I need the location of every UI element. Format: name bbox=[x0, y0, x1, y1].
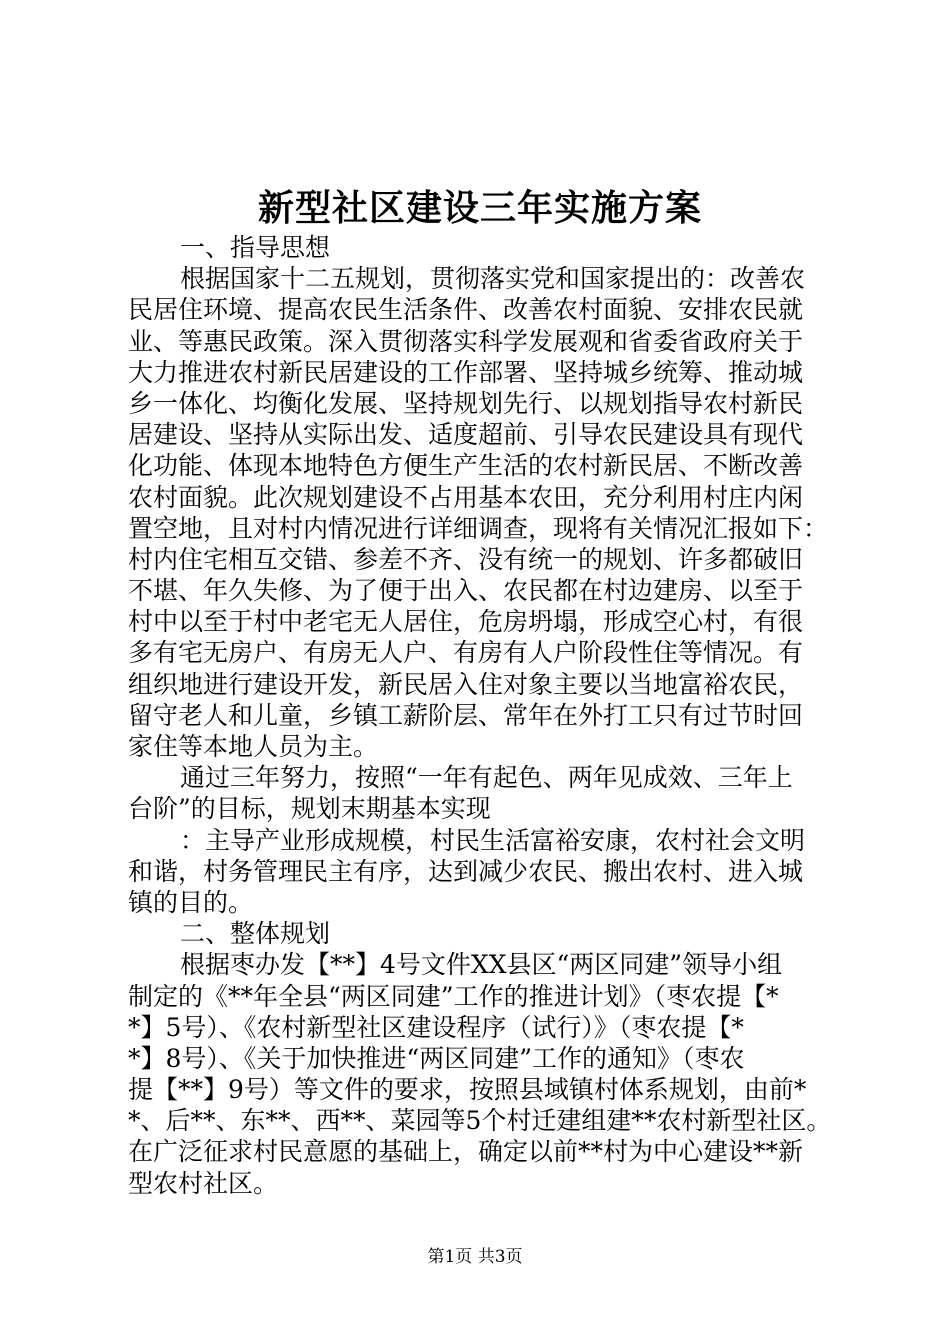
paragraph-line: 型农村社区。 bbox=[128, 1168, 279, 1198]
paragraph-line: 留守老人和儿童，乡镇工薪阶层、常年在外打工只有过节时回 bbox=[128, 700, 804, 730]
page-footer: 第1页 共3页 bbox=[427, 1247, 523, 1267]
paragraph-line: 置空地，且对村内情况进行详细调查，现将有关情况汇报如下： bbox=[128, 513, 829, 543]
paragraph-line: 村中以至于村中老宅无人居住，危房坍塌，形成空心村，有很 bbox=[128, 607, 804, 637]
section-heading-guiding-ideology: 一、指导思想 bbox=[180, 233, 331, 262]
document-title: 新型社区建设三年实施方案 bbox=[257, 187, 702, 229]
paragraph-line: *、后**、东**、西**、菜园等5个村迁建组建**农村新型社区。 bbox=[128, 1106, 832, 1136]
paragraph-line: 民居住环境、提高农民生活条件、改善农村面貌、安排农民就 bbox=[128, 295, 804, 325]
paragraph-line: 通过三年努力，按照“一年有起色、两年见成效、三年上 bbox=[180, 763, 793, 793]
paragraph-line: 乡一体化、均衡化发展、坚持规划先行、以规划指导农村新民 bbox=[128, 388, 804, 418]
paragraph-line: 化功能、体现本地特色方便生产生活的农村新民居、不断改善 bbox=[128, 451, 804, 481]
paragraph-line: 台阶”的目标，规划末期基本实现 bbox=[128, 794, 491, 824]
paragraph-line: 根据国家十二五规划，贯彻落实党和国家提出的：改善农 bbox=[180, 264, 806, 294]
document-body bbox=[128, 232, 838, 1199]
paragraph-line: 不堪、年久失修、为了便于出入、农民都在村边建房、以至于 bbox=[128, 576, 804, 606]
paragraph-line: 农村面貌。此次规划建设不占用基本农田，充分利用村庄内闲 bbox=[128, 482, 804, 512]
paragraph-line: 业、等惠民政策。深入贯彻落实科学发展观和省委省政府关于 bbox=[128, 326, 804, 356]
paragraph-line: *】5号）、《农村新型社区建设程序（试行）》（枣农提【* bbox=[128, 1012, 744, 1042]
paragraph-line: 组织地进行建设开发，新民居入住对象主要以当地富裕农民， bbox=[128, 669, 804, 699]
paragraph-line: 村内住宅相互交错、参差不齐、没有统一的规划、许多都破旧 bbox=[128, 544, 804, 574]
paragraph-line: 在广泛征求村民意愿的基础上，确定以前**村为中心建设**新 bbox=[128, 1137, 804, 1167]
section-heading-overall-plan: 二、整体规划 bbox=[180, 919, 331, 949]
paragraph-line: 提【**】9号）等文件的要求，按照县域镇村体系规划，由前* bbox=[128, 1075, 807, 1105]
paragraph-line: 根据枣办发【**】4号文件XX县区“两区同建”领导小组 bbox=[180, 950, 783, 980]
paragraph-line: 家住等本地人员为主。 bbox=[128, 732, 379, 761]
paragraph-line: 镇的目的。 bbox=[128, 887, 254, 917]
paragraph-line: 制定的《**年全县“两区同建”工作的推进计划》（枣农提【* bbox=[128, 981, 779, 1011]
paragraph-line: 和谐，村务管理民主有序，达到减少农民、搬出农村、进入城 bbox=[128, 856, 804, 886]
paragraph-line: 多有宅无房户、有房无人户、有房有人户阶段性住等情况。有 bbox=[128, 638, 804, 668]
paragraph-line: 大力推进农村新民居建设的工作部署、坚持城乡统筹、推动城 bbox=[128, 357, 804, 387]
paragraph-line: *】8号）、《关于加快推进“两区同建”工作的通知》（枣农 bbox=[128, 1043, 745, 1073]
paragraph-line: ：主导产业形成规模，村民生活富裕安康，农村社会文明 bbox=[180, 825, 806, 855]
paragraph-line: 居建设、坚持从实际出发、适度超前、引导农民建设具有现代 bbox=[128, 420, 804, 450]
